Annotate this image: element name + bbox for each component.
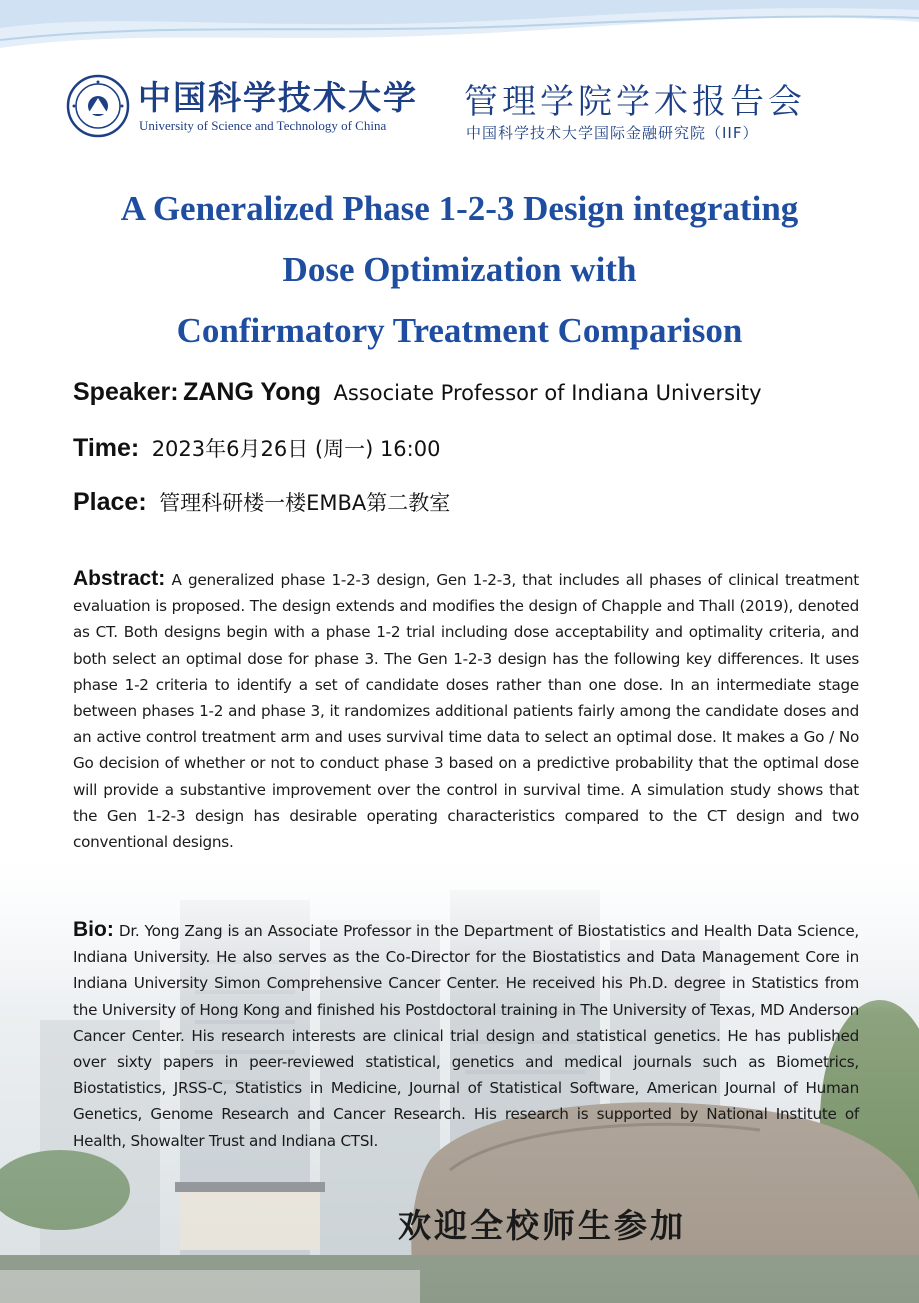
time-label: Time: — [73, 434, 140, 462]
bio-label: Bio: — [73, 918, 114, 941]
university-name-en: University of Science and Technology of China — [139, 118, 387, 133]
place-label: Place: — [73, 488, 147, 516]
speaker-position: Associate Professor of Indiana University — [333, 381, 762, 405]
time-value: 2023年6月26日 (周一) 16:00 — [151, 437, 441, 461]
place-line — [73, 487, 873, 517]
bio-text: Dr. Yong Zang is an Associate Professor in the Department of Biostatistics and Health Data Science, Indiana University. He also serves as the Co-Director for the Biostatistics and Data Management Core in Indiana University Simon Comprehensive Cancer Center. He received his Ph.D. degree in Statistics from the University of Hong Kong and finished his Postdoctoral training in The University of Texas, MD Anderson Cancer Center. His research interests are clinical trial design and statistical genetics. He has published over sixty papers in peer-reviewed statistical, genetics and medical journals such as Biometrics, Biostatistics, JRSS-C, Statistics in Medicine, Journal of Statistical Software, American Journal of Human Genetics, Genome Research and Cancer Research. His research is supported by National Institute of Health, Showalter Trust and Indiana CTSI. — [73, 922, 860, 1150]
speaker-name: ZANG Yong — [183, 378, 322, 406]
talk-title-line: Dose Optimization with — [282, 250, 637, 289]
welcome-message: 欢迎全校师生参加 — [398, 1206, 686, 1245]
speaker-label: Speaker: — [73, 378, 179, 406]
abstract-text: A generalized phase 1-2-3 design, Gen 1-2-3, that includes all phases of clinical treatment evaluation is proposed. The design extends and modifies the design of Chapple and Thall (2019), denoted as CT. Both designs begin with a phase 1-2 trial including dose acceptability and optimality criteria, and both select an optimal dose for phase 3. The Gen 1-2-3 design has the following key differences. It uses phase 1-2 criteria to identify a set of candidate doses rather than one dose. In an intermediate stage between phases 1-2 and phase 3, it randomizes additional patients fairly among the candidate doses and an active control treatment arm and uses survival time data to select an optimal dose. It makes a Go / No Go decision of whether or not to conduct phase 3 based on a predictive probability that the optimal dose will provide a substantive improvement over the control in survival time. A simulation study shows that the Gen 1-2-3 design has desirable operating characteristics compared to the CT design and two conventional designs. — [73, 571, 859, 852]
place-value: 管理科研楼一楼EMBA第二教室 — [159, 491, 451, 515]
time-line — [73, 433, 873, 463]
talk-title-line: Confirmatory Treatment Comparison — [176, 311, 743, 350]
top-wave-decoration — [0, 0, 919, 70]
university-seal-icon — [66, 74, 130, 138]
talk-title-line: A Generalized Phase 1-2-3 Design integrating — [120, 189, 799, 228]
abstract-label: Abstract: — [73, 567, 166, 590]
poster-header — [66, 72, 866, 152]
seminar-series-title: 管理学院学术报告会 — [464, 82, 806, 122]
speaker-line — [73, 378, 873, 407]
bio-section — [73, 917, 859, 1154]
talk-title — [40, 178, 879, 361]
university-name-cn: 中国科学技术大学 — [138, 78, 418, 117]
seminar-series-subtitle: 中国科学技术大学国际金融研究院（IIF） — [466, 124, 759, 142]
abstract-section — [73, 566, 859, 855]
